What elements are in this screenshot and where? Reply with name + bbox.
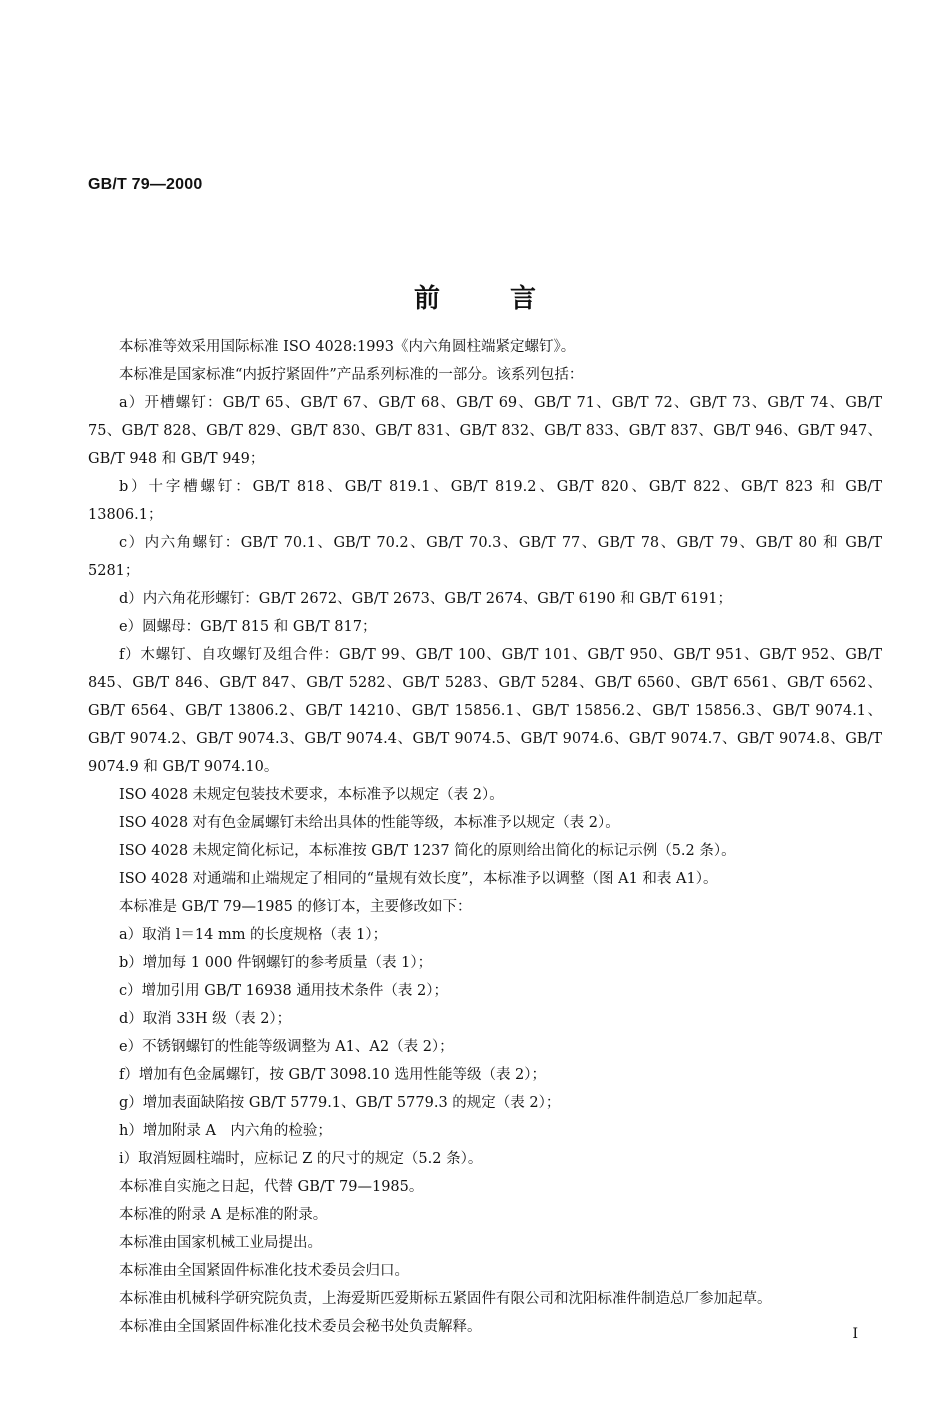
list-item: e）不锈钢螺钉的性能等级调整为 A1、A2（表 2）； [119,1039,454,1055]
page-number: I [852,1326,858,1342]
list-item: f）木螺钉、自攻螺钉及组合件：GB/T 99、GB/T 100、GB/T 101、GB/T 950、GB/T 951、GB/T 952、GB/T 845、GB/T 846、GB/T 847、GB/T 5282、GB/T 5283、GB/T 5284、GB/T 6560、GB/T 6561、GB/T 6562、GB/T 6564、GB/T 13806.2、GB/T 14210、GB/T 15856.1、GB/T 15856.2、GB/T 15856.3、GB/T 9074.1、GB/T 9074.2、GB/T 9074.3、GB/T 9074.4、GB/T 9074.5、GB/T 9074.6、GB/T 9074.7、GB/T 9074.8、GB/T 9074.9 和 GB/T 9074.10。 [88,647,882,775]
page-title [0,278,950,315]
paragraph: ISO 4028 对通端和止端规定了相同的“量规有效长度”，本标准予以调整（图 A1 和表 A1）。 [119,871,718,887]
list-item: c）内六角螺钉：GB/T 70.1、GB/T 70.2、GB/T 70.3、GB/T 77、GB/T 78、GB/T 79、GB/T 80 和 GB/T 5281； [88,535,882,579]
list-item: c）增加引用 GB/T 16938 通用技术条件（表 2）； [119,983,448,999]
list-item: a）开槽螺钉：GB/T 65、GB/T 67、GB/T 68、GB/T 69、GB/T 71、GB/T 72、GB/T 73、GB/T 74、GB/T 75、GB/T 828、GB/T 829、GB/T 830、GB/T 831、GB/T 832、GB/T 833、GB/T 837、GB/T 946、GB/T 947、GB/T 948 和 GB/T 949； [88,395,882,467]
list-item: d）取消 33H 级（表 2）； [119,1011,292,1027]
paragraph: 本标准的附录 A 是标准的附录。 [119,1207,328,1223]
list-item: b）十字槽螺钉：GB/T 818、GB/T 819.1、GB/T 819.2、GB/T 820、GB/T 822、GB/T 823 和 GB/T 13806.1； [88,479,882,523]
list-item: f）增加有色金属螺钉，按 GB/T 3098.10 选用性能等级（表 2）； [119,1067,547,1083]
list-item: d）内六角花形螺钉：GB/T 2672、GB/T 2673、GB/T 2674、GB/T 6190 和 GB/T 6191； [119,591,733,607]
list-item: b）增加每 1 000 件钢螺钉的参考质量（表 1）； [119,955,433,971]
paragraph: 本标准是 GB/T 79—1985 的修订本，主要修改如下： [119,899,472,915]
paragraph: 本标准自实施之日起，代替 GB/T 79—1985。 [119,1179,424,1195]
paragraph: 本标准由全国紧固件标准化技术委员会秘书处负责解释。 [119,1319,482,1335]
standard-code: GB/T 79—2000 [88,176,203,193]
paragraph: 本标准等效采用国际标准 ISO 4028:1993《内六角圆柱端紧定螺钉》。 [119,339,576,355]
list-item: h）增加附录 A 内六角的检验； [119,1123,332,1139]
paragraph: 本标准由机械科学研究院负责，上海爱斯匹爱斯标五紧固件有限公司和沈阳标准件制造总厂参加起草。 [119,1291,772,1307]
paragraph: 本标准由国家机械工业局提出。 [119,1235,322,1251]
list-item: e）圆螺母：GB/T 815 和 GB/T 817； [119,619,377,635]
paragraph: ISO 4028 对有色金属螺钉未给出具体的性能等级，本标准予以规定（表 2）。 [119,815,620,831]
paragraph: 本标准是国家标准“内扳拧紧固件”产品系列标准的一部分。该系列包括： [119,367,584,383]
paragraph: 本标准由全国紧固件标准化技术委员会归口。 [119,1263,409,1279]
paragraph: ISO 4028 未规定简化标记，本标准按 GB/T 1237 简化的原则给出简化的标记示例（5.2 条）。 [119,843,736,859]
page-title-char-2: 言 [510,284,537,314]
list-item: a）取消 l＝14 mm 的长度规格（表 1）； [119,927,388,943]
paragraph: ISO 4028 未规定包装技术要求，本标准予以规定（表 2）。 [119,787,504,803]
list-item: g）增加表面缺陷按 GB/T 5779.1、GB/T 5779.3 的规定（表 2）； [119,1095,561,1111]
page-title-char-1: 前 [413,284,440,314]
foreword-body [88,333,882,1341]
list-item: i）取消短圆柱端时，应标记 Z 的尺寸的规定（5.2 条）。 [119,1151,483,1167]
